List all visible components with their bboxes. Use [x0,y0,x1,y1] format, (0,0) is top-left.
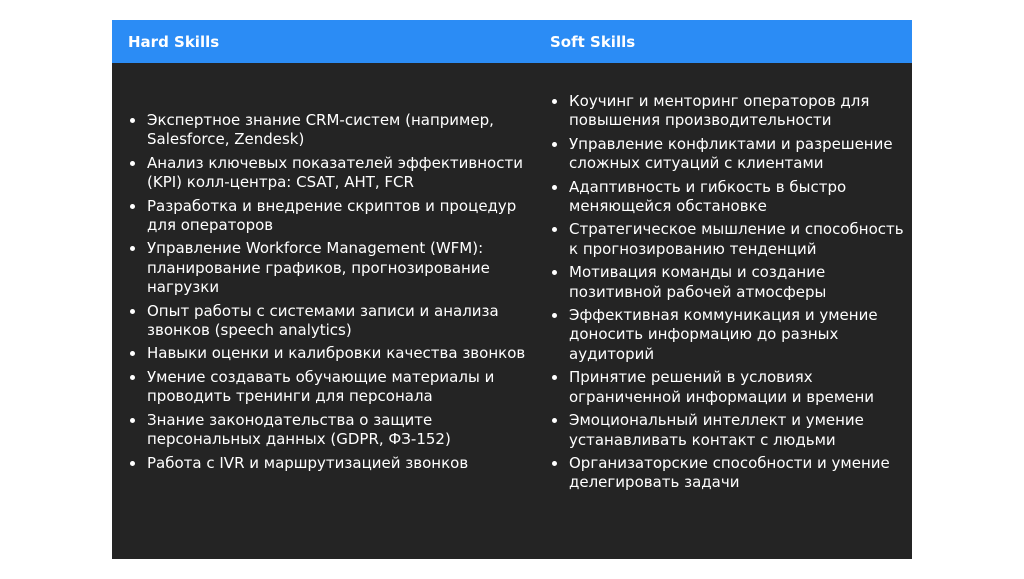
soft-skills-column [534,63,912,559]
list-item: Анализ ключевых показателей эффективности (KPI) колл-центра: CSAT, AHT, FCR [128,154,528,193]
hard-skills-column [112,63,534,559]
list-item: Опыт работы с системами записи и анализа звонков (speech analytics) [128,302,528,341]
list-item: Организаторские способности и умение делегировать задачи [550,454,906,493]
table-header [112,20,912,63]
list-item: Адаптивность и гибкость в быстро меняющейся обстановке [550,178,906,217]
list-item: Работа с IVR и маршрутизацией звонков [128,454,528,473]
list-item: Принятие решений в условиях ограниченной информации и времени [550,368,906,407]
hard-skills-list [128,111,528,473]
list-item: Умение создавать обучающие материалы и проводить тренинги для персонала [128,368,528,407]
list-item: Управление Workforce Management (WFM): планирование графиков, прогнозирование нагрузки [128,239,528,297]
soft-skills-heading: Soft Skills [550,32,636,51]
list-item: Стратегическое мышление и способность к прогнозированию тенденций [550,220,906,259]
soft-skills-list [550,92,906,493]
list-item: Навыки оценки и калибровки качества звонков [128,344,528,363]
list-item: Мотивация команды и создание позитивной рабочей атмосферы [550,263,906,302]
list-item: Коучинг и менторинг операторов для повышения производительности [550,92,906,131]
table-body [112,63,912,559]
list-item: Управление конфликтами и разрешение сложных ситуаций с клиентами [550,135,906,174]
list-item: Эмоциональный интеллект и умение устанавливать контакт с людьми [550,411,906,450]
list-item: Эффективная коммуникация и умение доносить информацию до разных аудиторий [550,306,906,364]
list-item: Разработка и внедрение скриптов и процедур для операторов [128,197,528,236]
list-item: Знание законодательства о защите персональных данных (GDPR, ФЗ-152) [128,411,528,450]
hard-skills-heading: Hard Skills [128,32,220,51]
skills-table [112,20,912,559]
list-item: Экспертное знание CRM-систем (например, Salesforce, Zendesk) [128,111,528,150]
